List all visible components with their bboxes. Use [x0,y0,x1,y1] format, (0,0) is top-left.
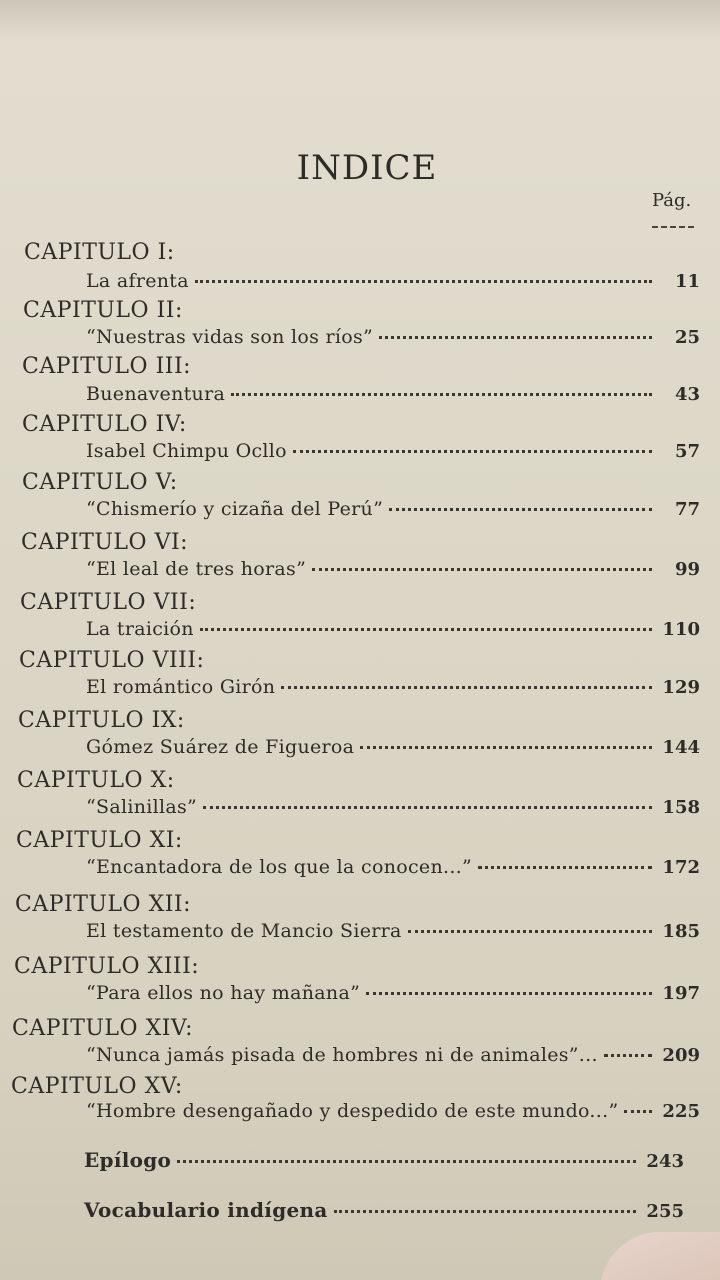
entry-title: El testamento de Mancio Sierra [86,920,402,942]
entry-page: 77 [674,499,700,520]
toc-entry-epilogue [84,1148,684,1172]
dot-leader [360,746,652,749]
entry-title: “Hombre desengañado y despedido de este mundo...” [86,1100,619,1122]
dot-leader [334,1210,636,1213]
chapter-heading: CAPITULO VIII: [19,648,205,673]
toc-entry [86,982,700,1004]
dot-leader [231,393,652,396]
chapter-heading: CAPITULO XV: [11,1074,183,1099]
toc-entry [86,920,700,942]
entry-page: 225 [662,1101,700,1122]
entry-page: 197 [662,983,700,1004]
dot-leader [624,1110,652,1113]
chapter-heading: CAPITULO XII: [15,892,192,917]
entry-title: “El leal de tres horas” [86,558,307,580]
dot-leader [293,450,652,453]
entry-page: 158 [662,797,700,818]
entry-title: La afrenta [86,270,189,292]
entry-title: “Chismerío y cizaña del Perú” [86,498,384,520]
dot-leader [195,280,652,283]
chapter-heading: CAPITULO X: [17,768,175,793]
entry-page: 172 [662,857,700,878]
entry-page: 209 [662,1045,700,1066]
chapter-heading: CAPITULO IV: [22,412,187,437]
toc-entry [86,326,700,348]
dot-leader [604,1054,652,1057]
chapter-heading: CAPITULO V: [22,470,178,495]
entry-title: El romántico Girón [86,676,276,698]
entry-page: 110 [662,619,700,640]
toc-entry [86,270,700,292]
dot-leader [203,806,652,809]
entry-title: “Salinillas” [86,796,198,818]
entry-title: “Nuestras vidas son los ríos” [86,326,374,348]
entry-page: 185 [662,921,700,942]
entry-page: 129 [662,677,700,698]
entry-page: 43 [674,384,700,405]
dot-leader [478,866,652,869]
entry-title: La traición [86,618,194,640]
toc-entry-vocabulary [84,1198,684,1222]
dot-leader [389,508,652,511]
chapter-heading: CAPITULO VI: [21,530,189,555]
dot-leader [200,628,652,631]
chapter-heading: CAPITULO XIV: [12,1016,194,1041]
chapter-heading: CAPITULO I: [24,240,175,265]
entry-title: Buenaventura [86,383,226,405]
entry-page: 11 [674,271,700,292]
chapter-heading: CAPITULO VII: [20,590,197,615]
chapter-heading: CAPITULO III: [22,354,192,379]
chapter-heading: CAPITULO IX: [18,708,185,733]
page-column-header: Pág. [652,190,692,211]
toc-entry [86,383,700,405]
toc-entry [86,796,700,818]
entry-page: 25 [674,327,700,348]
toc-entry [86,440,700,462]
entry-title: Epílogo [84,1148,172,1172]
entry-page: 144 [662,737,700,758]
toc-entry [86,1100,700,1122]
dot-leader [366,992,652,995]
dot-leader [408,930,652,933]
dot-leader [379,336,652,339]
dot-leader [281,686,652,689]
toc-entry [86,558,700,580]
dot-leader [312,568,652,571]
entry-title: Gómez Suárez de Figueroa [86,736,355,758]
entry-title: “Encantadora de los que la conocen...” [86,856,473,878]
toc-entry [86,736,700,758]
chapter-heading: CAPITULO II: [23,298,183,323]
entry-page: 243 [646,1151,684,1172]
toc-entry [86,618,700,640]
index-title: INDICE [296,148,438,188]
entry-page: 57 [674,441,700,462]
toc-entry [86,676,700,698]
chapter-heading: CAPITULO XI: [16,828,183,853]
entry-title: “Nunca jamás pisada de hombres ni de animales”... [86,1044,598,1066]
entry-title: Vocabulario indígena [84,1198,328,1222]
toc-entry [86,856,700,878]
entry-page: 255 [646,1201,684,1222]
entry-page: 99 [674,559,700,580]
toc-entry [86,498,700,520]
entry-title: Isabel Chimpu Ocllo [86,440,287,462]
dot-leader [177,1160,636,1163]
entry-title: “Para ellos no hay mañana” [86,982,361,1004]
toc-entry [86,1044,700,1066]
chapter-heading: CAPITULO XIII: [14,954,200,979]
